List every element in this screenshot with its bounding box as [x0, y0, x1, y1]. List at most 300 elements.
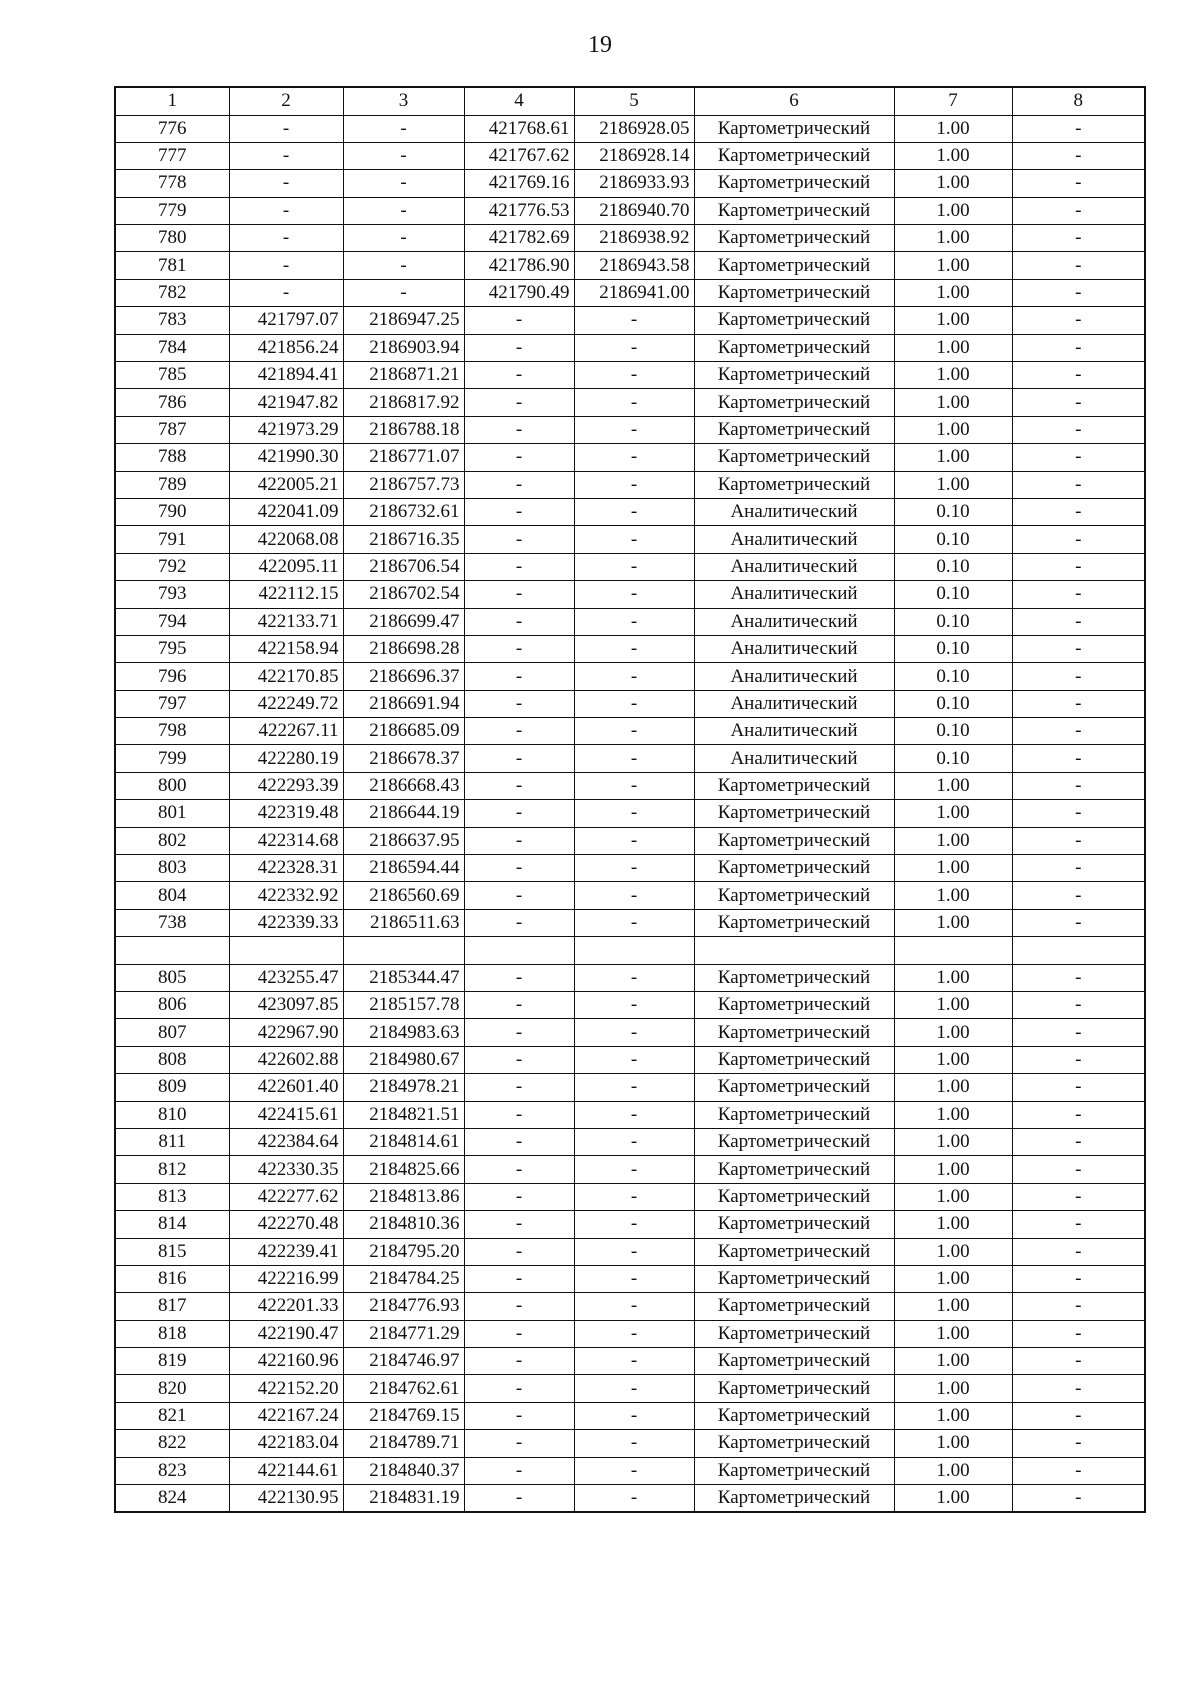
accuracy-cell: 1.00 [894, 362, 1012, 389]
x-new-cell: - [464, 444, 574, 471]
description-cell: - [1012, 1211, 1145, 1238]
table-row [115, 772, 1145, 799]
y-new-cell: - [574, 498, 694, 525]
accuracy-cell: 1.00 [894, 1457, 1012, 1484]
description-cell: - [1012, 142, 1145, 169]
point-number-cell: 801 [115, 800, 229, 827]
x-new-cell: - [464, 1101, 574, 1128]
x-existing-cell: - [229, 115, 343, 142]
x-new-cell: - [464, 882, 574, 909]
table-row [115, 827, 1145, 854]
description-cell: - [1012, 362, 1145, 389]
table-row [115, 1402, 1145, 1429]
y-existing-cell: 2184769.15 [343, 1402, 464, 1429]
y-existing-cell: 2186771.07 [343, 444, 464, 471]
accuracy-cell: 0.10 [894, 608, 1012, 635]
x-existing-cell: 421973.29 [229, 416, 343, 443]
x-existing-cell: 422112.15 [229, 581, 343, 608]
y-new-cell: - [574, 1046, 694, 1073]
y-new-cell: - [574, 1211, 694, 1238]
x-new-cell: - [464, 1074, 574, 1101]
y-new-cell: - [574, 1101, 694, 1128]
y-existing-cell: 2186560.69 [343, 882, 464, 909]
accuracy-cell: 1.00 [894, 1046, 1012, 1073]
description-cell: - [1012, 279, 1145, 306]
y-new-cell: - [574, 663, 694, 690]
x-existing-cell: 422249.72 [229, 690, 343, 717]
accuracy-cell: 1.00 [894, 334, 1012, 361]
x-existing-cell: 421990.30 [229, 444, 343, 471]
description-cell: - [1012, 526, 1145, 553]
description-cell: - [1012, 855, 1145, 882]
y-existing-cell: 2184813.86 [343, 1183, 464, 1210]
point-number-cell: 784 [115, 334, 229, 361]
table-row [115, 279, 1145, 306]
x-new-cell: - [464, 471, 574, 498]
method-cell: Аналитический [694, 526, 894, 553]
y-new-cell: - [574, 964, 694, 991]
method-cell: Картометрический [694, 389, 894, 416]
table-row [115, 909, 1145, 936]
table-row [115, 1074, 1145, 1101]
x-new-cell: - [464, 1156, 574, 1183]
y-new-cell: - [574, 1128, 694, 1155]
method-cell: Аналитический [694, 608, 894, 635]
description-cell: - [1012, 663, 1145, 690]
description-cell: - [1012, 1156, 1145, 1183]
x-existing-cell: 422319.48 [229, 800, 343, 827]
table-row [115, 1101, 1145, 1128]
accuracy-cell: 1.00 [894, 389, 1012, 416]
y-new-cell: - [574, 581, 694, 608]
method-cell: Картометрический [694, 964, 894, 991]
description-cell: - [1012, 553, 1145, 580]
x-existing-cell: 421856.24 [229, 334, 343, 361]
table-row [115, 1265, 1145, 1292]
y-new-cell: - [574, 1293, 694, 1320]
accuracy-cell: 0.10 [894, 498, 1012, 525]
point-number-cell: 781 [115, 252, 229, 279]
point-number-cell: 804 [115, 882, 229, 909]
description-cell: - [1012, 1430, 1145, 1457]
accuracy-cell: 0.10 [894, 553, 1012, 580]
description-cell: - [1012, 1074, 1145, 1101]
accuracy-cell: 1.00 [894, 1293, 1012, 1320]
description-cell: - [1012, 389, 1145, 416]
description-cell: - [1012, 225, 1145, 252]
x-new-cell: 421769.16 [464, 170, 574, 197]
description-cell: - [1012, 690, 1145, 717]
description-cell: - [1012, 197, 1145, 224]
x-new-cell: - [464, 635, 574, 662]
y-new-cell: 2186943.58 [574, 252, 694, 279]
table-row [115, 115, 1145, 142]
description-cell: - [1012, 1238, 1145, 1265]
x-existing-cell: - [229, 252, 343, 279]
description-cell: - [1012, 1128, 1145, 1155]
x-existing-cell: 422415.61 [229, 1101, 343, 1128]
description-cell: - [1012, 772, 1145, 799]
table-row [115, 1238, 1145, 1265]
method-cell: Аналитический [694, 718, 894, 745]
x-new-cell: - [464, 1375, 574, 1402]
point-number-cell: 816 [115, 1265, 229, 1292]
y-existing-cell: - [343, 279, 464, 306]
accuracy-cell: 1.00 [894, 882, 1012, 909]
y-existing-cell: 2186706.54 [343, 553, 464, 580]
table-row [115, 416, 1145, 443]
point-number-cell: 819 [115, 1348, 229, 1375]
x-new-cell: - [464, 1348, 574, 1375]
method-cell: Картометрический [694, 1320, 894, 1347]
y-existing-cell: 2186732.61 [343, 498, 464, 525]
y-new-cell: - [574, 1074, 694, 1101]
point-number-cell: 799 [115, 745, 229, 772]
accuracy-cell: 1.00 [894, 855, 1012, 882]
accuracy-cell: 1.00 [894, 1430, 1012, 1457]
y-existing-cell: 2186757.73 [343, 471, 464, 498]
table-row [115, 1348, 1145, 1375]
y-existing-cell: 2186702.54 [343, 581, 464, 608]
accuracy-cell: 1.00 [894, 416, 1012, 443]
method-cell: Картометрический [694, 1375, 894, 1402]
y-existing-cell: 2186817.92 [343, 389, 464, 416]
point-number-cell: 802 [115, 827, 229, 854]
x-existing-cell: 422152.20 [229, 1375, 343, 1402]
description-cell: - [1012, 1485, 1145, 1512]
accuracy-cell: 1.00 [894, 1019, 1012, 1046]
point-number-cell: 786 [115, 389, 229, 416]
method-cell: Аналитический [694, 663, 894, 690]
x-new-cell: - [464, 745, 574, 772]
x-new-cell: - [464, 800, 574, 827]
x-new-cell: - [464, 964, 574, 991]
y-new-cell: - [574, 1457, 694, 1484]
y-new-cell: - [574, 635, 694, 662]
y-new-cell: - [574, 608, 694, 635]
method-cell: Картометрический [694, 1293, 894, 1320]
accuracy-cell: 1.00 [894, 1101, 1012, 1128]
table-row [115, 1320, 1145, 1347]
description-cell: - [1012, 745, 1145, 772]
description-cell: - [1012, 1046, 1145, 1073]
y-existing-cell: 2185157.78 [343, 992, 464, 1019]
table-row [115, 745, 1145, 772]
description-cell: - [1012, 800, 1145, 827]
description-cell: - [1012, 1101, 1145, 1128]
y-new-cell: - [574, 334, 694, 361]
method-cell: Картометрический [694, 909, 894, 936]
method-cell: Картометрический [694, 416, 894, 443]
x-existing-cell: 422160.96 [229, 1348, 343, 1375]
y-new-cell: - [574, 362, 694, 389]
accuracy-cell: 1.00 [894, 307, 1012, 334]
method-cell: Картометрический [694, 772, 894, 799]
accuracy-cell: 0.10 [894, 718, 1012, 745]
accuracy-cell: 1.00 [894, 909, 1012, 936]
accuracy-cell: 0.10 [894, 581, 1012, 608]
x-new-cell: - [464, 307, 574, 334]
accuracy-cell: 1.00 [894, 1375, 1012, 1402]
description-cell: - [1012, 1019, 1145, 1046]
y-new-cell: 2186933.93 [574, 170, 694, 197]
y-new-cell: - [574, 745, 694, 772]
x-new-cell: - [464, 1128, 574, 1155]
y-existing-cell: 2186637.95 [343, 827, 464, 854]
point-number-cell: 820 [115, 1375, 229, 1402]
page-number: 19 [588, 32, 612, 58]
x-new-cell: - [464, 1238, 574, 1265]
y-existing-cell: 2184980.67 [343, 1046, 464, 1073]
point-number-cell: 798 [115, 718, 229, 745]
table-row [115, 581, 1145, 608]
description-cell: - [1012, 992, 1145, 1019]
point-number-cell: 803 [115, 855, 229, 882]
method-cell: Картометрический [694, 827, 894, 854]
y-new-cell: - [574, 553, 694, 580]
description-cell: - [1012, 1402, 1145, 1429]
method-cell: Картометрический [694, 1019, 894, 1046]
x-existing-cell: 422158.94 [229, 635, 343, 662]
table-row [115, 334, 1145, 361]
accuracy-cell: 1.00 [894, 279, 1012, 306]
column-header: 7 [894, 87, 1012, 115]
table-body [115, 115, 1145, 1512]
accuracy-cell: 1.00 [894, 1156, 1012, 1183]
method-cell: Картометрический [694, 1101, 894, 1128]
accuracy-cell: 0.10 [894, 526, 1012, 553]
description-cell: - [1012, 1265, 1145, 1292]
table-row [115, 1485, 1145, 1512]
y-existing-cell: 2184983.63 [343, 1019, 464, 1046]
y-new-cell: - [574, 1430, 694, 1457]
description-cell: - [1012, 471, 1145, 498]
y-existing-cell [343, 937, 464, 964]
accuracy-cell: 1.00 [894, 827, 1012, 854]
method-cell: Картометрический [694, 307, 894, 334]
y-existing-cell: 2184784.25 [343, 1265, 464, 1292]
x-existing-cell: 422239.41 [229, 1238, 343, 1265]
y-existing-cell: 2186788.18 [343, 416, 464, 443]
y-existing-cell: 2186871.21 [343, 362, 464, 389]
x-existing-cell: 422041.09 [229, 498, 343, 525]
method-cell: Аналитический [694, 635, 894, 662]
x-existing-cell: 421797.07 [229, 307, 343, 334]
point-number-cell: 812 [115, 1156, 229, 1183]
table-row [115, 964, 1145, 991]
x-new-cell: - [464, 1320, 574, 1347]
x-existing-cell: 422328.31 [229, 855, 343, 882]
table-row [115, 800, 1145, 827]
description-cell: - [1012, 307, 1145, 334]
x-existing-cell: - [229, 197, 343, 224]
x-new-cell: 421768.61 [464, 115, 574, 142]
point-number-cell: 818 [115, 1320, 229, 1347]
x-new-cell: - [464, 855, 574, 882]
point-number-cell: 738 [115, 909, 229, 936]
x-new-cell: - [464, 1485, 574, 1512]
y-existing-cell: 2184776.93 [343, 1293, 464, 1320]
x-new-cell: - [464, 772, 574, 799]
method-cell: Картометрический [694, 855, 894, 882]
y-existing-cell: 2186903.94 [343, 334, 464, 361]
point-number-cell: 790 [115, 498, 229, 525]
x-existing-cell: 422005.21 [229, 471, 343, 498]
y-existing-cell: 2184789.71 [343, 1430, 464, 1457]
accuracy-cell: 1.00 [894, 1402, 1012, 1429]
point-number-cell: 783 [115, 307, 229, 334]
x-new-cell: - [464, 362, 574, 389]
x-new-cell: - [464, 827, 574, 854]
method-cell: Картометрический [694, 252, 894, 279]
column-header: 8 [1012, 87, 1145, 115]
y-existing-cell: 2186678.37 [343, 745, 464, 772]
table-row [115, 307, 1145, 334]
table-row [115, 1375, 1145, 1402]
point-number-cell: 817 [115, 1293, 229, 1320]
x-existing-cell: 422183.04 [229, 1430, 343, 1457]
table-row [115, 992, 1145, 1019]
x-new-cell: - [464, 1046, 574, 1073]
point-number-cell: 810 [115, 1101, 229, 1128]
x-new-cell: 421782.69 [464, 225, 574, 252]
method-cell: Аналитический [694, 745, 894, 772]
y-new-cell: - [574, 882, 694, 909]
y-existing-cell: 2184810.36 [343, 1211, 464, 1238]
accuracy-cell: 1.00 [894, 772, 1012, 799]
point-number-cell: 805 [115, 964, 229, 991]
y-new-cell: - [574, 690, 694, 717]
y-existing-cell: 2186511.63 [343, 909, 464, 936]
accuracy-cell: 1.00 [894, 142, 1012, 169]
table-row [115, 608, 1145, 635]
point-number-cell: 792 [115, 553, 229, 580]
description-cell: - [1012, 909, 1145, 936]
description-cell: - [1012, 115, 1145, 142]
y-new-cell: - [574, 307, 694, 334]
table-row [115, 225, 1145, 252]
point-number-cell: 813 [115, 1183, 229, 1210]
table-row [115, 362, 1145, 389]
table-row [115, 389, 1145, 416]
description-cell: - [1012, 608, 1145, 635]
method-cell: Картометрический [694, 197, 894, 224]
table-row [115, 1211, 1145, 1238]
y-new-cell: - [574, 909, 694, 936]
x-existing-cell: 422130.95 [229, 1485, 343, 1512]
table-header-row [115, 87, 1145, 115]
y-new-cell: 2186941.00 [574, 279, 694, 306]
method-cell: Картометрический [694, 1156, 894, 1183]
description-cell [1012, 937, 1145, 964]
table-row [115, 1293, 1145, 1320]
x-existing-cell: 422170.85 [229, 663, 343, 690]
method-cell: Картометрический [694, 1211, 894, 1238]
x-new-cell: 421767.62 [464, 142, 574, 169]
y-existing-cell: 2186668.43 [343, 772, 464, 799]
method-cell: Аналитический [694, 553, 894, 580]
y-new-cell: - [574, 855, 694, 882]
y-existing-cell: 2184762.61 [343, 1375, 464, 1402]
table-row [115, 170, 1145, 197]
y-new-cell: - [574, 1183, 694, 1210]
column-header: 1 [115, 87, 229, 115]
method-cell: Картометрический [694, 225, 894, 252]
x-new-cell: 421776.53 [464, 197, 574, 224]
table-row [115, 882, 1145, 909]
table-row [115, 1128, 1145, 1155]
accuracy-cell: 1.00 [894, 1183, 1012, 1210]
point-number-cell: 824 [115, 1485, 229, 1512]
method-cell: Картометрический [694, 1457, 894, 1484]
y-existing-cell: 2186685.09 [343, 718, 464, 745]
y-existing-cell: 2186594.44 [343, 855, 464, 882]
x-new-cell: - [464, 581, 574, 608]
description-cell: - [1012, 498, 1145, 525]
x-existing-cell: 422270.48 [229, 1211, 343, 1238]
point-number-cell: 794 [115, 608, 229, 635]
x-existing-cell: 421894.41 [229, 362, 343, 389]
method-cell: Картометрический [694, 1348, 894, 1375]
table-row [115, 498, 1145, 525]
y-existing-cell: 2184795.20 [343, 1238, 464, 1265]
x-new-cell: - [464, 526, 574, 553]
point-number-cell: 809 [115, 1074, 229, 1101]
y-new-cell: - [574, 471, 694, 498]
y-existing-cell: 2184825.66 [343, 1156, 464, 1183]
y-new-cell: 2186940.70 [574, 197, 694, 224]
description-cell: - [1012, 581, 1145, 608]
point-number-cell: 806 [115, 992, 229, 1019]
point-number-cell: 778 [115, 170, 229, 197]
accuracy-cell: 1.00 [894, 1348, 1012, 1375]
x-existing-cell: 422339.33 [229, 909, 343, 936]
x-existing-cell: 422068.08 [229, 526, 343, 553]
table-row [115, 197, 1145, 224]
accuracy-cell: 1.00 [894, 170, 1012, 197]
description-cell: - [1012, 252, 1145, 279]
column-header: 3 [343, 87, 464, 115]
method-cell: Картометрический [694, 471, 894, 498]
x-new-cell: - [464, 498, 574, 525]
point-number-cell: 815 [115, 1238, 229, 1265]
y-new-cell: 2186928.14 [574, 142, 694, 169]
point-number-cell: 793 [115, 581, 229, 608]
accuracy-cell: 1.00 [894, 115, 1012, 142]
y-existing-cell: 2186644.19 [343, 800, 464, 827]
y-new-cell: - [574, 992, 694, 1019]
description-cell: - [1012, 1293, 1145, 1320]
x-existing-cell: 422293.39 [229, 772, 343, 799]
method-cell: Картометрический [694, 1485, 894, 1512]
y-existing-cell: - [343, 142, 464, 169]
x-new-cell: - [464, 718, 574, 745]
accuracy-cell: 0.10 [894, 745, 1012, 772]
table-row [115, 1430, 1145, 1457]
y-new-cell: - [574, 1348, 694, 1375]
accuracy-cell [894, 937, 1012, 964]
table-row [115, 1156, 1145, 1183]
point-number-cell: 822 [115, 1430, 229, 1457]
accuracy-cell: 0.10 [894, 663, 1012, 690]
x-existing-cell: 421947.82 [229, 389, 343, 416]
accuracy-cell: 1.00 [894, 197, 1012, 224]
table-row [115, 937, 1145, 964]
point-number-cell: 814 [115, 1211, 229, 1238]
point-number-cell [115, 937, 229, 964]
method-cell: Аналитический [694, 690, 894, 717]
column-header: 5 [574, 87, 694, 115]
